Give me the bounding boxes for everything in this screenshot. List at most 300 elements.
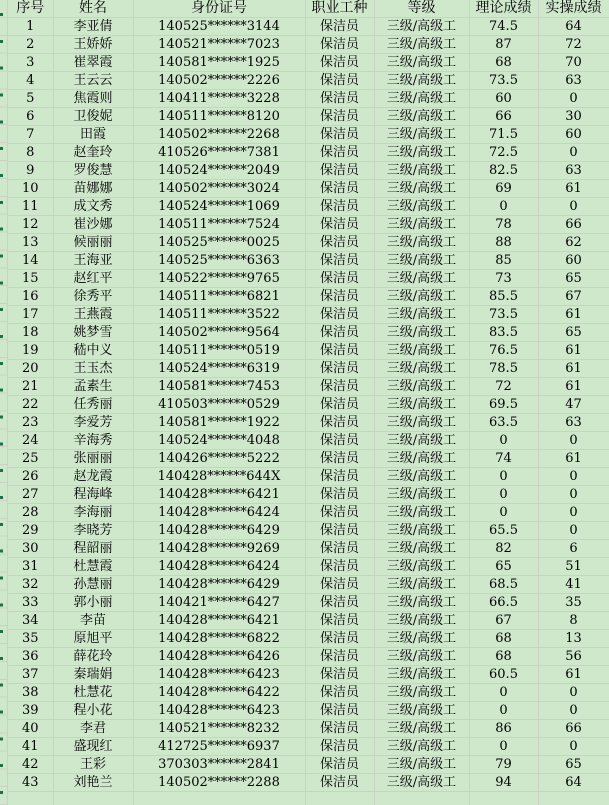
- cell-name[interactable]: 候丽丽: [53, 234, 133, 252]
- cell-level[interactable]: 三级/高级工: [374, 90, 469, 108]
- cell-level[interactable]: 三级/高级工: [374, 504, 469, 522]
- cell-level[interactable]: 三级/高级工: [374, 342, 469, 360]
- cell-level[interactable]: 三级/高级工: [374, 468, 469, 486]
- cell-job[interactable]: 保洁员: [305, 36, 374, 54]
- cell-level[interactable]: 三级/高级工: [374, 162, 469, 180]
- cell-job[interactable]: 保洁员: [305, 684, 374, 702]
- cell-name[interactable]: 李海丽: [53, 504, 133, 522]
- cell-id[interactable]: 140502******2268: [133, 126, 305, 144]
- cell-job[interactable]: 保洁员: [305, 774, 374, 792]
- cell-practical[interactable]: 65: [538, 324, 609, 342]
- cell-name[interactable]: 成文秀: [53, 198, 133, 216]
- cell-job[interactable]: 保洁员: [305, 432, 374, 450]
- cell-id[interactable]: 140581******1922: [133, 414, 305, 432]
- cell-id[interactable]: 140524******6319: [133, 360, 305, 378]
- cell-practical[interactable]: 56: [538, 648, 609, 666]
- cell-id[interactable]: 140502******2288: [133, 774, 305, 792]
- cell-practical[interactable]: 61: [538, 450, 609, 468]
- cell-theory[interactable]: 0: [469, 468, 538, 486]
- cell-job[interactable]: 保洁员: [305, 54, 374, 72]
- cell-name[interactable]: 原旭平: [53, 630, 133, 648]
- cell-level[interactable]: 三级/高级工: [374, 414, 469, 432]
- cell-id[interactable]: 140521******7023: [133, 36, 305, 54]
- cell-theory[interactable]: 85: [469, 252, 538, 270]
- cell-id[interactable]: 370303******2841: [133, 756, 305, 774]
- cell-id[interactable]: 140426******5222: [133, 450, 305, 468]
- cell-practical[interactable]: 64: [538, 774, 609, 792]
- cell-practical[interactable]: [538, 792, 609, 805]
- cell-index[interactable]: 31: [8, 558, 53, 576]
- cell-name[interactable]: 程小花: [53, 702, 133, 720]
- cell-name[interactable]: 张丽丽: [53, 450, 133, 468]
- cell-job[interactable]: 保洁员: [305, 18, 374, 36]
- cell-level[interactable]: 三级/高级工: [374, 684, 469, 702]
- cell-id[interactable]: 140428******6421: [133, 612, 305, 630]
- cell-practical[interactable]: 66: [538, 216, 609, 234]
- cell-job[interactable]: 保洁员: [305, 216, 374, 234]
- cell-name[interactable]: 王彩: [53, 756, 133, 774]
- cell-index[interactable]: 11: [8, 198, 53, 216]
- cell-level[interactable]: 三级/高级工: [374, 432, 469, 450]
- cell-job[interactable]: 保洁员: [305, 180, 374, 198]
- cell-index[interactable]: 12: [8, 216, 53, 234]
- cell-name[interactable]: 盛现红: [53, 738, 133, 756]
- cell-name[interactable]: [53, 792, 133, 805]
- cell-practical[interactable]: 61: [538, 360, 609, 378]
- cell-level[interactable]: 三级/高级工: [374, 648, 469, 666]
- cell-level[interactable]: 三级/高级工: [374, 378, 469, 396]
- cell-id[interactable]: 140502******2226: [133, 72, 305, 90]
- cell-id[interactable]: 140581******1925: [133, 54, 305, 72]
- cell-name[interactable]: 杜慧花: [53, 684, 133, 702]
- cell-name[interactable]: 李亚倩: [53, 18, 133, 36]
- cell-job[interactable]: 保洁员: [305, 306, 374, 324]
- cell-level[interactable]: 三级/高级工: [374, 36, 469, 54]
- cell-name[interactable]: 王燕霞: [53, 306, 133, 324]
- cell-level[interactable]: [374, 792, 469, 805]
- cell-level[interactable]: 三级/高级工: [374, 144, 469, 162]
- cell-theory[interactable]: 68: [469, 648, 538, 666]
- cell-id[interactable]: 140428******6429: [133, 576, 305, 594]
- cell-name[interactable]: 李爱芳: [53, 414, 133, 432]
- cell-name[interactable]: 苗娜娜: [53, 180, 133, 198]
- cell-level[interactable]: 三级/高级工: [374, 756, 469, 774]
- cell-level[interactable]: 三级/高级工: [374, 270, 469, 288]
- cell-practical[interactable]: 61: [538, 306, 609, 324]
- cell-level[interactable]: 三级/高级工: [374, 666, 469, 684]
- cell-index[interactable]: 9: [8, 162, 53, 180]
- cell-index[interactable]: 36: [8, 648, 53, 666]
- cell-id[interactable]: 140525******3144: [133, 18, 305, 36]
- col-header-id[interactable]: 身份证号: [133, 0, 305, 18]
- cell-job[interactable]: 保洁员: [305, 288, 374, 306]
- cell-index[interactable]: 28: [8, 504, 53, 522]
- cell-level[interactable]: 三级/高级工: [374, 288, 469, 306]
- cell-name[interactable]: 任秀丽: [53, 396, 133, 414]
- cell-level[interactable]: 三级/高级工: [374, 702, 469, 720]
- cell-job[interactable]: 保洁员: [305, 756, 374, 774]
- cell-name[interactable]: 郭小丽: [53, 594, 133, 612]
- cell-level[interactable]: 三级/高级工: [374, 612, 469, 630]
- cell-level[interactable]: 三级/高级工: [374, 126, 469, 144]
- cell-id[interactable]: 140428******6421: [133, 486, 305, 504]
- cell-index[interactable]: 16: [8, 288, 53, 306]
- cell-theory[interactable]: 78: [469, 216, 538, 234]
- cell-level[interactable]: 三级/高级工: [374, 450, 469, 468]
- cell-theory[interactable]: 85.5: [469, 288, 538, 306]
- cell-id[interactable]: [133, 792, 305, 805]
- cell-index[interactable]: 14: [8, 252, 53, 270]
- cell-job[interactable]: 保洁员: [305, 450, 374, 468]
- cell-job[interactable]: 保洁员: [305, 612, 374, 630]
- cell-index[interactable]: 19: [8, 342, 53, 360]
- cell-level[interactable]: 三级/高级工: [374, 486, 469, 504]
- cell-id[interactable]: 140522******9765: [133, 270, 305, 288]
- cell-practical[interactable]: 13: [538, 630, 609, 648]
- cell-practical[interactable]: 0: [538, 468, 609, 486]
- cell-practical[interactable]: 66: [538, 720, 609, 738]
- cell-practical[interactable]: 6: [538, 540, 609, 558]
- cell-level[interactable]: 三级/高级工: [374, 54, 469, 72]
- cell-id[interactable]: 140428******6423: [133, 666, 305, 684]
- cell-id[interactable]: 140511******8120: [133, 108, 305, 126]
- cell-practical[interactable]: 0: [538, 522, 609, 540]
- cell-theory[interactable]: 79: [469, 756, 538, 774]
- cell-theory[interactable]: 0: [469, 702, 538, 720]
- cell-practical[interactable]: 62: [538, 234, 609, 252]
- cell-index[interactable]: 6: [8, 108, 53, 126]
- cell-name[interactable]: 嵇中义: [53, 342, 133, 360]
- cell-id[interactable]: 140428******6429: [133, 522, 305, 540]
- cell-index[interactable]: 26: [8, 468, 53, 486]
- cell-job[interactable]: 保洁员: [305, 396, 374, 414]
- cell-name[interactable]: 孟素生: [53, 378, 133, 396]
- cell-theory[interactable]: 67: [469, 612, 538, 630]
- cell-index[interactable]: 43: [8, 774, 53, 792]
- cell-name[interactable]: 田霞: [53, 126, 133, 144]
- cell-id[interactable]: 140521******8232: [133, 720, 305, 738]
- cell-level[interactable]: 三级/高级工: [374, 360, 469, 378]
- cell-level[interactable]: 三级/高级工: [374, 306, 469, 324]
- cell-theory[interactable]: 65.5: [469, 522, 538, 540]
- cell-job[interactable]: [305, 792, 374, 805]
- col-header-index[interactable]: 序号: [8, 0, 53, 18]
- cell-index[interactable]: 7: [8, 126, 53, 144]
- cell-theory[interactable]: 0: [469, 738, 538, 756]
- cell-name[interactable]: 赵龙霞: [53, 468, 133, 486]
- cell-practical[interactable]: 64: [538, 18, 609, 36]
- cell-index[interactable]: 5: [8, 90, 53, 108]
- cell-job[interactable]: 保洁员: [305, 486, 374, 504]
- cell-theory[interactable]: 65: [469, 558, 538, 576]
- cell-index[interactable]: 32: [8, 576, 53, 594]
- cell-name[interactable]: 李晓芳: [53, 522, 133, 540]
- cell-theory[interactable]: 69: [469, 180, 538, 198]
- cell-name[interactable]: 程韶丽: [53, 540, 133, 558]
- cell-id[interactable]: 140428******6424: [133, 504, 305, 522]
- cell-practical[interactable]: 35: [538, 594, 609, 612]
- cell-index[interactable]: 30: [8, 540, 53, 558]
- cell-practical[interactable]: 61: [538, 180, 609, 198]
- cell-name[interactable]: 卫俊妮: [53, 108, 133, 126]
- cell-id[interactable]: 140428******9269: [133, 540, 305, 558]
- cell-job[interactable]: 保洁员: [305, 162, 374, 180]
- cell-index[interactable]: 2: [8, 36, 53, 54]
- cell-name[interactable]: 杜慧霞: [53, 558, 133, 576]
- cell-theory[interactable]: 63.5: [469, 414, 538, 432]
- cell-index[interactable]: 42: [8, 756, 53, 774]
- cell-level[interactable]: 三级/高级工: [374, 774, 469, 792]
- cell-id[interactable]: 140511******3522: [133, 306, 305, 324]
- cell-job[interactable]: 保洁员: [305, 270, 374, 288]
- cell-job[interactable]: 保洁员: [305, 144, 374, 162]
- cell-id[interactable]: 140502******3024: [133, 180, 305, 198]
- cell-practical[interactable]: 63: [538, 162, 609, 180]
- cell-index[interactable]: 39: [8, 702, 53, 720]
- cell-index[interactable]: 23: [8, 414, 53, 432]
- cell-index[interactable]: 34: [8, 612, 53, 630]
- cell-id[interactable]: 140428******6424: [133, 558, 305, 576]
- cell-id[interactable]: 140428******6426: [133, 648, 305, 666]
- cell-theory[interactable]: 0: [469, 504, 538, 522]
- cell-id[interactable]: 140525******0025: [133, 234, 305, 252]
- cell-level[interactable]: 三级/高级工: [374, 72, 469, 90]
- cell-theory[interactable]: 94: [469, 774, 538, 792]
- cell-name[interactable]: 王娇娇: [53, 36, 133, 54]
- cell-level[interactable]: 三级/高级工: [374, 198, 469, 216]
- cell-name[interactable]: 王玉杰: [53, 360, 133, 378]
- cell-theory[interactable]: 82: [469, 540, 538, 558]
- cell-index[interactable]: 29: [8, 522, 53, 540]
- cell-theory[interactable]: 72: [469, 378, 538, 396]
- cell-index[interactable]: 27: [8, 486, 53, 504]
- cell-name[interactable]: 秦瑞娟: [53, 666, 133, 684]
- cell-name[interactable]: 程海峰: [53, 486, 133, 504]
- cell-index[interactable]: 25: [8, 450, 53, 468]
- cell-index[interactable]: [8, 792, 53, 805]
- cell-theory[interactable]: 83.5: [469, 324, 538, 342]
- cell-practical[interactable]: 41: [538, 576, 609, 594]
- cell-job[interactable]: 保洁员: [305, 468, 374, 486]
- cell-index[interactable]: 21: [8, 378, 53, 396]
- cell-index[interactable]: 37: [8, 666, 53, 684]
- cell-practical[interactable]: 63: [538, 414, 609, 432]
- cell-name[interactable]: 焦霞则: [53, 90, 133, 108]
- cell-job[interactable]: 保洁员: [305, 576, 374, 594]
- cell-id[interactable]: 410526******7381: [133, 144, 305, 162]
- cell-id[interactable]: 140428******6423: [133, 702, 305, 720]
- cell-theory[interactable]: 82.5: [469, 162, 538, 180]
- cell-theory[interactable]: 72.5: [469, 144, 538, 162]
- cell-theory[interactable]: 69.5: [469, 396, 538, 414]
- cell-index[interactable]: 35: [8, 630, 53, 648]
- cell-job[interactable]: 保洁员: [305, 252, 374, 270]
- cell-practical[interactable]: 8: [538, 612, 609, 630]
- cell-practical[interactable]: 0: [538, 144, 609, 162]
- cell-job[interactable]: 保洁员: [305, 324, 374, 342]
- cell-index[interactable]: 33: [8, 594, 53, 612]
- cell-name[interactable]: 孙慧丽: [53, 576, 133, 594]
- cell-job[interactable]: 保洁员: [305, 666, 374, 684]
- cell-name[interactable]: 姚梦雪: [53, 324, 133, 342]
- cell-index[interactable]: 13: [8, 234, 53, 252]
- cell-practical[interactable]: 51: [538, 558, 609, 576]
- cell-practical[interactable]: 0: [538, 738, 609, 756]
- cell-theory[interactable]: 60.5: [469, 666, 538, 684]
- cell-id[interactable]: 410503******0529: [133, 396, 305, 414]
- cell-id[interactable]: 140428******6822: [133, 630, 305, 648]
- cell-theory[interactable]: 74: [469, 450, 538, 468]
- cell-practical[interactable]: 63: [538, 72, 609, 90]
- cell-id[interactable]: 140421******6427: [133, 594, 305, 612]
- cell-name[interactable]: 崔沙娜: [53, 216, 133, 234]
- cell-practical[interactable]: 60: [538, 126, 609, 144]
- cell-theory[interactable]: 66: [469, 108, 538, 126]
- cell-level[interactable]: 三级/高级工: [374, 576, 469, 594]
- cell-theory[interactable]: 71.5: [469, 126, 538, 144]
- cell-id[interactable]: 140511******7524: [133, 216, 305, 234]
- cell-level[interactable]: 三级/高级工: [374, 738, 469, 756]
- cell-job[interactable]: 保洁员: [305, 504, 374, 522]
- col-header-level[interactable]: 等级: [374, 0, 469, 18]
- cell-job[interactable]: 保洁员: [305, 720, 374, 738]
- cell-theory[interactable]: 60: [469, 90, 538, 108]
- cell-name[interactable]: 崔翠霞: [53, 54, 133, 72]
- cell-name[interactable]: 刘艳兰: [53, 774, 133, 792]
- cell-theory[interactable]: 78.5: [469, 360, 538, 378]
- cell-index[interactable]: 10: [8, 180, 53, 198]
- cell-level[interactable]: 三级/高级工: [374, 396, 469, 414]
- cell-practical[interactable]: 65: [538, 756, 609, 774]
- cell-job[interactable]: 保洁员: [305, 558, 374, 576]
- cell-level[interactable]: 三级/高级工: [374, 324, 469, 342]
- cell-id[interactable]: 140511******6821: [133, 288, 305, 306]
- cell-id[interactable]: 140524******4048: [133, 432, 305, 450]
- cell-job[interactable]: 保洁员: [305, 702, 374, 720]
- cell-theory[interactable]: 68: [469, 630, 538, 648]
- cell-index[interactable]: 17: [8, 306, 53, 324]
- cell-id[interactable]: 140511******0519: [133, 342, 305, 360]
- cell-index[interactable]: 40: [8, 720, 53, 738]
- cell-theory[interactable]: 73.5: [469, 72, 538, 90]
- cell-id[interactable]: 140428******6422: [133, 684, 305, 702]
- cell-index[interactable]: 1: [8, 18, 53, 36]
- cell-theory[interactable]: 66.5: [469, 594, 538, 612]
- cell-theory[interactable]: 73: [469, 270, 538, 288]
- cell-id[interactable]: 140524******1069: [133, 198, 305, 216]
- cell-job[interactable]: 保洁员: [305, 198, 374, 216]
- cell-theory[interactable]: 86: [469, 720, 538, 738]
- cell-job[interactable]: 保洁员: [305, 342, 374, 360]
- cell-index[interactable]: 18: [8, 324, 53, 342]
- cell-job[interactable]: 保洁员: [305, 360, 374, 378]
- cell-index[interactable]: 8: [8, 144, 53, 162]
- cell-name[interactable]: 辛海秀: [53, 432, 133, 450]
- cell-theory[interactable]: [469, 792, 538, 805]
- cell-theory[interactable]: 73.5: [469, 306, 538, 324]
- cell-job[interactable]: 保洁员: [305, 738, 374, 756]
- cell-name[interactable]: 薛花玲: [53, 648, 133, 666]
- cell-practical[interactable]: 70: [538, 54, 609, 72]
- cell-level[interactable]: 三级/高级工: [374, 18, 469, 36]
- cell-level[interactable]: 三级/高级工: [374, 630, 469, 648]
- cell-practical[interactable]: 30: [538, 108, 609, 126]
- cell-practical[interactable]: 0: [538, 504, 609, 522]
- cell-practical[interactable]: 67: [538, 288, 609, 306]
- cell-id[interactable]: 140502******9564: [133, 324, 305, 342]
- cell-practical[interactable]: 61: [538, 378, 609, 396]
- cell-name[interactable]: 李苗: [53, 612, 133, 630]
- cell-index[interactable]: 22: [8, 396, 53, 414]
- cell-job[interactable]: 保洁员: [305, 378, 374, 396]
- cell-index[interactable]: 3: [8, 54, 53, 72]
- cell-theory[interactable]: 76.5: [469, 342, 538, 360]
- cell-theory[interactable]: 88: [469, 234, 538, 252]
- cell-job[interactable]: 保洁员: [305, 126, 374, 144]
- cell-practical[interactable]: 0: [538, 702, 609, 720]
- col-header-practical[interactable]: 实操成绩: [538, 0, 609, 18]
- cell-name[interactable]: 赵红平: [53, 270, 133, 288]
- cell-index[interactable]: 20: [8, 360, 53, 378]
- cell-practical[interactable]: 0: [538, 432, 609, 450]
- cell-practical[interactable]: 60: [538, 252, 609, 270]
- cell-level[interactable]: 三级/高级工: [374, 216, 469, 234]
- cell-level[interactable]: 三级/高级工: [374, 522, 469, 540]
- cell-level[interactable]: 三级/高级工: [374, 234, 469, 252]
- cell-name[interactable]: 李君: [53, 720, 133, 738]
- cell-job[interactable]: 保洁员: [305, 90, 374, 108]
- cell-job[interactable]: 保洁员: [305, 234, 374, 252]
- cell-theory[interactable]: 0: [469, 198, 538, 216]
- cell-id[interactable]: 412725******6937: [133, 738, 305, 756]
- cell-level[interactable]: 三级/高级工: [374, 180, 469, 198]
- cell-id[interactable]: 140428******644X: [133, 468, 305, 486]
- cell-level[interactable]: 三级/高级工: [374, 594, 469, 612]
- cell-id[interactable]: 140411******3228: [133, 90, 305, 108]
- col-header-name[interactable]: 姓名: [53, 0, 133, 18]
- cell-practical[interactable]: 72: [538, 36, 609, 54]
- cell-name[interactable]: 徐秀平: [53, 288, 133, 306]
- cell-practical[interactable]: 65: [538, 270, 609, 288]
- cell-practical[interactable]: 61: [538, 342, 609, 360]
- cell-practical[interactable]: 0: [538, 486, 609, 504]
- cell-index[interactable]: 38: [8, 684, 53, 702]
- cell-practical[interactable]: 0: [538, 90, 609, 108]
- cell-level[interactable]: 三级/高级工: [374, 720, 469, 738]
- cell-theory[interactable]: 0: [469, 486, 538, 504]
- cell-index[interactable]: 41: [8, 738, 53, 756]
- cell-id[interactable]: 140524******2049: [133, 162, 305, 180]
- cell-level[interactable]: 三级/高级工: [374, 558, 469, 576]
- cell-id[interactable]: 140525******6363: [133, 252, 305, 270]
- cell-theory[interactable]: 68.5: [469, 576, 538, 594]
- cell-level[interactable]: 三级/高级工: [374, 252, 469, 270]
- cell-theory[interactable]: 74.5: [469, 18, 538, 36]
- col-header-job[interactable]: 职业工种: [305, 0, 374, 18]
- cell-job[interactable]: 保洁员: [305, 108, 374, 126]
- cell-practical[interactable]: 0: [538, 684, 609, 702]
- cell-theory[interactable]: 0: [469, 432, 538, 450]
- cell-job[interactable]: 保洁员: [305, 522, 374, 540]
- cell-index[interactable]: 24: [8, 432, 53, 450]
- cell-practical[interactable]: 61: [538, 666, 609, 684]
- cell-name[interactable]: 王海亚: [53, 252, 133, 270]
- cell-job[interactable]: 保洁员: [305, 630, 374, 648]
- cell-index[interactable]: 15: [8, 270, 53, 288]
- cell-name[interactable]: 赵奎玲: [53, 144, 133, 162]
- cell-id[interactable]: 140581******7453: [133, 378, 305, 396]
- cell-job[interactable]: 保洁员: [305, 594, 374, 612]
